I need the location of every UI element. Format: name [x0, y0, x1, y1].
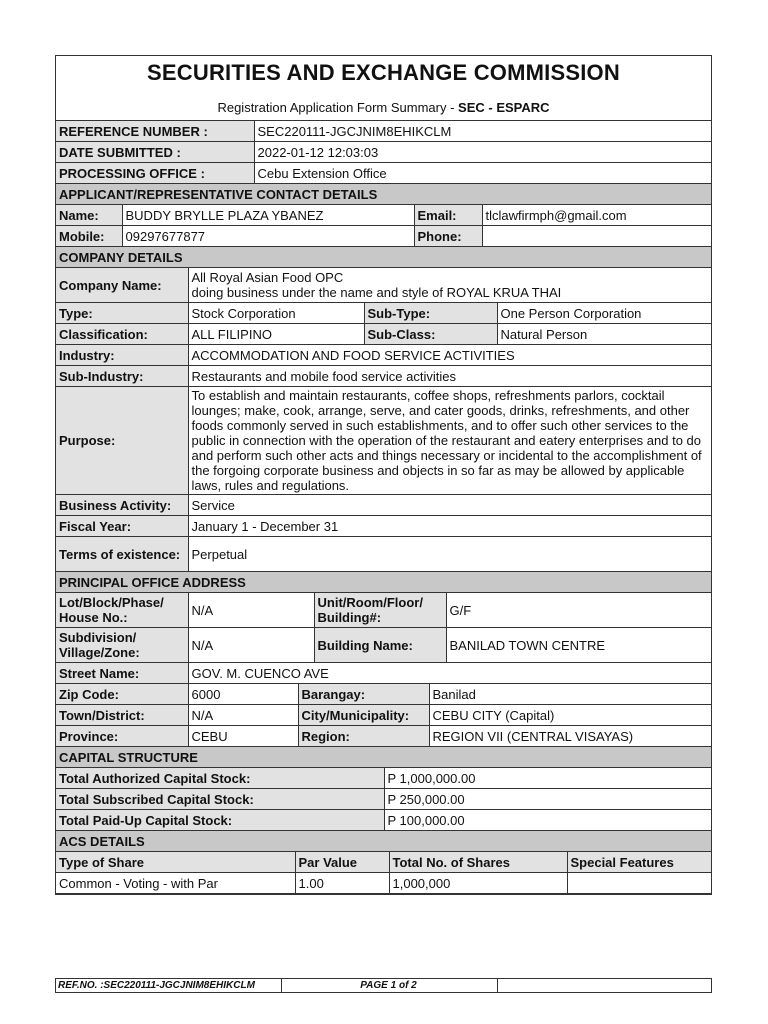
reference-number-label: REFERENCE NUMBER :	[56, 121, 254, 142]
subindustry-value: Restaurants and mobile food service activities	[188, 366, 711, 387]
applicant-mobile-label: Mobile:	[56, 226, 122, 247]
street-name-label: Street Name:	[56, 663, 188, 684]
authorized-capital-value: P 1,000,000.00	[384, 768, 711, 789]
classification-value: ALL FILIPINO	[188, 324, 364, 345]
region-value: REGION VII (CENTRAL VISAYAS)	[429, 726, 711, 747]
region-label: Region:	[298, 726, 429, 747]
date-submitted-value: 2022-01-12 12:03:03	[254, 142, 711, 163]
subtype-label: Sub-Type:	[364, 303, 497, 324]
reference-number-value: SEC220111-JGCJNIM8EHIKCLM	[254, 121, 711, 142]
date-submitted-label: DATE SUBMITTED :	[56, 142, 254, 163]
company-table	[56, 247, 711, 572]
acs-type-value: Common - Voting - with Par	[56, 873, 295, 894]
town-label: Town/District:	[56, 705, 188, 726]
footer-page-number: PAGE 1 of 2	[280, 979, 498, 992]
company-section-header: COMPANY DETAILS	[56, 247, 711, 268]
acs-table	[56, 831, 711, 894]
street-name-value: GOV. M. CUENCO AVE	[188, 663, 711, 684]
acs-special-features-value	[567, 873, 711, 894]
footer-reference: REF.NO. :SEC220111-JGCJNIM8EHIKCLM	[56, 979, 282, 992]
applicant-section-header: APPLICANT/REPRESENTATIVE CONTACT DETAILS	[56, 184, 711, 205]
city-value: CEBU CITY (Capital)	[429, 705, 711, 726]
company-name-label: Company Name:	[56, 268, 188, 303]
type-value: Stock Corporation	[188, 303, 364, 324]
applicant-phone-value	[482, 226, 711, 247]
acs-section-header: ACS DETAILS	[56, 831, 711, 852]
subclass-value: Natural Person	[497, 324, 711, 345]
applicant-mobile-value: 09297677877	[122, 226, 414, 247]
purpose-label: Purpose:	[56, 387, 188, 495]
paidup-capital-label: Total Paid-Up Capital Stock:	[56, 810, 384, 831]
type-label: Type:	[56, 303, 188, 324]
address-section-header: PRINCIPAL OFFICE ADDRESS	[56, 572, 711, 593]
company-name-value	[188, 268, 711, 303]
subscribed-capital-value: P 250,000.00	[384, 789, 711, 810]
form-frame	[55, 55, 712, 895]
applicant-table	[56, 184, 711, 247]
terms-of-existence-value: Perpetual	[188, 537, 711, 572]
paidup-capital-value: P 100,000.00	[384, 810, 711, 831]
industry-value: ACCOMMODATION AND FOOD SERVICE ACTIVITIES	[188, 345, 711, 366]
barangay-value: Banilad	[429, 684, 711, 705]
processing-office-value: Cebu Extension Office	[254, 163, 711, 184]
applicant-name-label: Name:	[56, 205, 122, 226]
form-subtitle	[56, 100, 711, 115]
subindustry-label: Sub-Industry:	[56, 366, 188, 387]
applicant-email-label: Email:	[414, 205, 482, 226]
zip-code-value: 6000	[188, 684, 298, 705]
acs-par-value: 1.00	[295, 873, 389, 894]
industry-label: Industry:	[56, 345, 188, 366]
subtitle-system: SEC - ESPARC	[458, 100, 550, 115]
lot-value: N/A	[188, 593, 314, 628]
page-footer	[55, 978, 712, 993]
city-label: City/Municipality:	[298, 705, 429, 726]
subdivision-value: N/A	[188, 628, 314, 663]
subdivision-label: Subdivision/ Village/Zone:	[56, 628, 188, 663]
acs-total-shares-value: 1,000,000	[389, 873, 567, 894]
table-row	[56, 873, 711, 894]
barangay-label: Barangay:	[298, 684, 429, 705]
company-name-line-2: doing business under the name and style of ROYAL KRUA THAI	[191, 285, 562, 300]
province-label: Province:	[56, 726, 188, 747]
capital-table	[56, 747, 711, 831]
acs-header-par-value: Par Value	[295, 852, 389, 873]
business-activity-label: Business Activity:	[56, 495, 188, 516]
town-value: N/A	[188, 705, 298, 726]
terms-of-existence-label: Terms of existence:	[56, 537, 188, 572]
zip-code-label: Zip Code:	[56, 684, 188, 705]
fiscal-year-label: Fiscal Year:	[56, 516, 188, 537]
acs-header-total-shares: Total No. of Shares	[389, 852, 567, 873]
company-name-line-1: All Royal Asian Food OPC	[191, 270, 344, 285]
classification-label: Classification:	[56, 324, 188, 345]
address-table-bottom	[56, 684, 711, 747]
building-name-label: Building Name:	[314, 628, 446, 663]
unit-label: Unit/Room/Floor/ Building#:	[314, 593, 446, 628]
page-title: SECURITIES AND EXCHANGE COMMISSION	[147, 60, 620, 85]
subtitle-prefix: Registration Application Form Summary -	[217, 100, 459, 115]
meta-table	[56, 121, 711, 184]
applicant-phone-label: Phone:	[414, 226, 482, 247]
business-activity-value: Service	[188, 495, 711, 516]
lot-label: Lot/Block/Phase/ House No.:	[56, 593, 188, 628]
form-header	[56, 56, 711, 121]
purpose-value: To establish and maintain restaurants, coffee shops, refreshments parlors, cocktail lounges; make, cook, arrange, serve, and cater goods, drinks, refreshments, and other foods commonly served in such establishments, and to offer such other services to the public in connection with the operation of the restaurant and eatery enterprises and to do and perform such other acts and things necessary or incidental to the accomplishment of the forgoing corporate business and objects in so far as may be allowed by applicable laws, rules and regulations.	[188, 387, 711, 495]
applicant-name-value: BUDDY BRYLLE PLAZA YBANEZ	[122, 205, 414, 226]
address-table-top	[56, 572, 711, 684]
province-value: CEBU	[188, 726, 298, 747]
authorized-capital-label: Total Authorized Capital Stock:	[56, 768, 384, 789]
capital-section-header: CAPITAL STRUCTURE	[56, 747, 711, 768]
applicant-email-value: tlclawfirmph@gmail.com	[482, 205, 711, 226]
unit-value: G/F	[446, 593, 711, 628]
processing-office-label: PROCESSING OFFICE :	[56, 163, 254, 184]
fiscal-year-value: January 1 - December 31	[188, 516, 711, 537]
subtype-value: One Person Corporation	[497, 303, 711, 324]
acs-header-type: Type of Share	[56, 852, 295, 873]
acs-header-special-features: Special Features	[567, 852, 711, 873]
building-name-value: BANILAD TOWN CENTRE	[446, 628, 711, 663]
subscribed-capital-label: Total Subscribed Capital Stock:	[56, 789, 384, 810]
subclass-label: Sub-Class:	[364, 324, 497, 345]
